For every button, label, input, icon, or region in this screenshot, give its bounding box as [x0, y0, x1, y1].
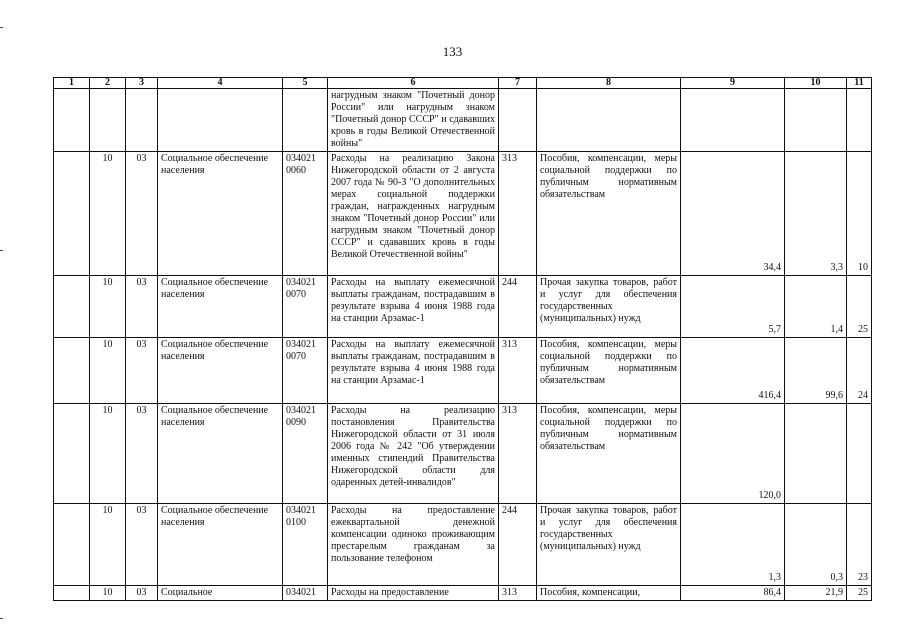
- cell-subsection-name: Социальное: [158, 586, 283, 601]
- cell-expense-name: Пособия, компенсации, меры социальной поддержки по публичным нормативным обязательствам: [537, 152, 681, 276]
- cell-subsection: [126, 89, 158, 152]
- cell-expense-type: 313: [499, 338, 537, 404]
- budget-table: [53, 77, 872, 601]
- cell-1: [54, 89, 90, 152]
- cell-subsection: 03: [126, 504, 158, 586]
- cell-subsection-name: Социальное обеспечение населения: [158, 338, 283, 404]
- cell-expense-type: 244: [499, 504, 537, 586]
- cell-amount: [681, 89, 785, 152]
- cell-section: 10: [90, 586, 126, 601]
- page-number: 133: [442, 44, 463, 59]
- cell-percent: [847, 89, 872, 152]
- cell-amount: 120,0: [681, 404, 785, 504]
- header-row: [54, 78, 872, 89]
- cell-percent: 25: [847, 586, 872, 601]
- cell-subsection-name: Социальное обеспечение населения: [158, 152, 283, 276]
- cell-subsection: 03: [126, 586, 158, 601]
- binding-mark: [0, 618, 3, 619]
- col-header: 6: [328, 78, 499, 89]
- cell-expense-name: Пособия, компенсации,: [537, 586, 681, 601]
- table-row: [54, 338, 872, 404]
- cell-amount-2: [785, 89, 847, 152]
- col-header: 3: [126, 78, 158, 89]
- table-row: [54, 89, 872, 152]
- col-header: 9: [681, 78, 785, 89]
- cell-description: Расходы на предоставление ежеквартальной денежной компенсации одиноко проживающим престарелым гражданам за пользование телефоном: [328, 504, 499, 586]
- col-header: 11: [847, 78, 872, 89]
- cell-target-code: 034021 0070: [283, 276, 328, 338]
- cell-percent: 25: [847, 276, 872, 338]
- cell-expense-name: [537, 89, 681, 152]
- cell-amount-2: 3,3: [785, 152, 847, 276]
- cell-target-code: 034021 0070: [283, 338, 328, 404]
- cell-expense-type: 313: [499, 586, 537, 601]
- cell-subsection: 03: [126, 276, 158, 338]
- cell-expense-type: 313: [499, 404, 537, 504]
- cell-amount: 1,3: [681, 504, 785, 586]
- cell-description: нагрудным знаком "Почетный донор России" или нагрудным знаком "Почетный донор СССР" и сдававших кровь в годы Великой Отечественной войны": [328, 89, 499, 152]
- col-header: 5: [283, 78, 328, 89]
- cell-target-code: 034021 0090: [283, 404, 328, 504]
- cell-expense-name: Прочая закупка товаров, работ и услуг для обеспечения государственных (муниципальных) нужд: [537, 504, 681, 586]
- cell-subsection-name: Социальное обеспечение населения: [158, 276, 283, 338]
- cell-amount-2: 1,4: [785, 276, 847, 338]
- col-header: 4: [158, 78, 283, 89]
- binding-mark: [0, 250, 3, 251]
- cell-1: [54, 586, 90, 601]
- cell-subsection: 03: [126, 404, 158, 504]
- cell-section: 10: [90, 404, 126, 504]
- col-header: 7: [499, 78, 537, 89]
- cell-target-code: 034021 0060: [283, 152, 328, 276]
- col-header: 2: [90, 78, 126, 89]
- binding-mark: [0, 27, 3, 28]
- table-row: [54, 276, 872, 338]
- cell-target-code: [283, 89, 328, 152]
- cell-amount-2: 99,6: [785, 338, 847, 404]
- cell-amount: 34,4: [681, 152, 785, 276]
- col-header: 8: [537, 78, 681, 89]
- table-row: [54, 586, 872, 601]
- cell-percent: 23: [847, 504, 872, 586]
- col-header: 1: [54, 78, 90, 89]
- cell-expense-type: 244: [499, 276, 537, 338]
- cell-section: [90, 89, 126, 152]
- cell-amount-2: 21,9: [785, 586, 847, 601]
- cell-target-code: 034021: [283, 586, 328, 601]
- cell-subsection-name: Социальное обеспечение населения: [158, 504, 283, 586]
- cell-description: Расходы на реализацию Закона Нижегородской области от 2 августа 2007 года № 90-З "О дополнительных мерах социальной поддержки граждан, награжденных нагрудным знаком "Почетный донор России" или нагрудным знаком "Почетный донор СССР" и сдававших кровь в годы Великой Отечественной войны": [328, 152, 499, 276]
- cell-expense-name: Прочая закупка товаров, работ и услуг для обеспечения государственных (муниципальных) нужд: [537, 276, 681, 338]
- cell-percent: 10: [847, 152, 872, 276]
- cell-percent: [847, 404, 872, 504]
- cell-subsection-name: [158, 89, 283, 152]
- cell-section: 10: [90, 276, 126, 338]
- cell-amount-2: 0,3: [785, 504, 847, 586]
- cell-expense-name: Пособия, компенсации, меры социальной поддержки по публичным нормативным обязательствам: [537, 338, 681, 404]
- cell-1: [54, 404, 90, 504]
- cell-1: [54, 276, 90, 338]
- cell-subsection: 03: [126, 338, 158, 404]
- cell-amount: 86,4: [681, 586, 785, 601]
- cell-percent: 24: [847, 338, 872, 404]
- cell-1: [54, 504, 90, 586]
- table-row: [54, 504, 872, 586]
- cell-section: 10: [90, 504, 126, 586]
- cell-subsection-name: Социальное обеспечение населения: [158, 404, 283, 504]
- cell-description: Расходы на выплату ежемесячной выплаты гражданам, пострадавшим в результате взрыва 4 июня 1988 года на станции Арзамас-1: [328, 338, 499, 404]
- table-row: [54, 152, 872, 276]
- cell-amount: 5,7: [681, 276, 785, 338]
- cell-expense-type: [499, 89, 537, 152]
- cell-description: Расходы на выплату ежемесячной выплаты гражданам, пострадавшим в результате взрыва 4 июня 1988 года на станции Арзамас-1: [328, 276, 499, 338]
- cell-section: 10: [90, 152, 126, 276]
- cell-expense-name: Пособия, компенсации, меры социальной поддержки по публичным нормативным обязательствам: [537, 404, 681, 504]
- cell-target-code: 034021 0100: [283, 504, 328, 586]
- cell-subsection: 03: [126, 152, 158, 276]
- cell-description: Расходы на предоставление: [328, 586, 499, 601]
- cell-1: [54, 152, 90, 276]
- cell-amount: 416,4: [681, 338, 785, 404]
- col-header: 10: [785, 78, 847, 89]
- cell-description: Расходы на реализацию постановления Правительства Нижегородской области от 31 июля 2006 года № 242 "Об утверждении именных стипендий Правительства Нижегородской области для одаренных детей-инвалидов": [328, 404, 499, 504]
- cell-1: [54, 338, 90, 404]
- cell-amount-2: [785, 404, 847, 504]
- cell-section: 10: [90, 338, 126, 404]
- table-row: [54, 404, 872, 504]
- cell-expense-type: 313: [499, 152, 537, 276]
